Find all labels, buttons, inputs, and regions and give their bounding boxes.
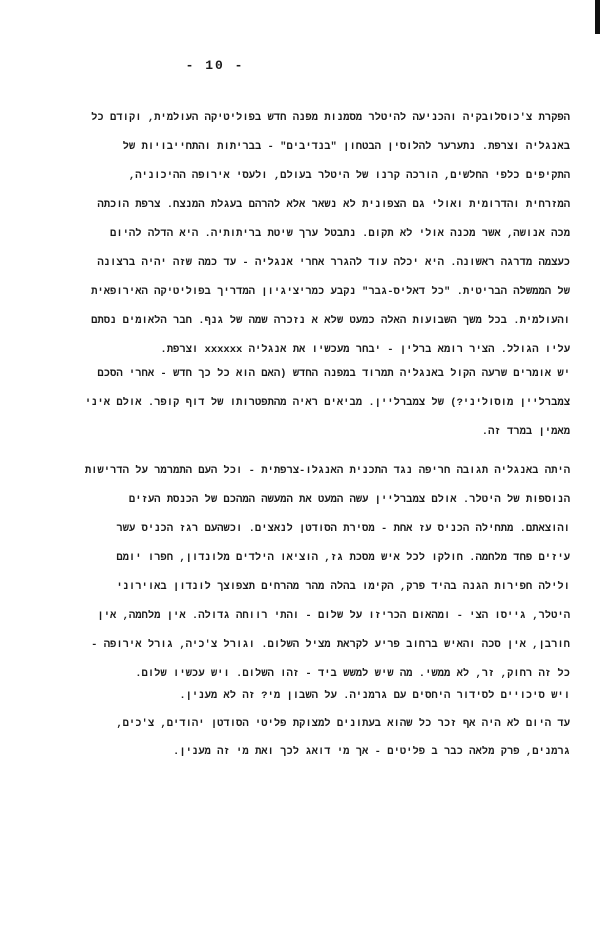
- text-line: הנוספות של היטלר. אולם צמברליין עשה המעט את המעשה המהכם של הכנסת העזים: [128, 494, 570, 506]
- text-line: ויש סיכויים לסידור היחסים עם גרמניה. על השבון מי? זה לא מענין.: [179, 690, 570, 702]
- paragraph-1: [42, 112, 570, 372]
- text-line: הפקרת צ'כוסלובקיה והכניעה להיטלר מסמנות מפנה חדש בפוליטיקה העולמית, וקודם כל: [91, 112, 570, 124]
- text-line: צמברליין מוסוליני?) של צמברליין. מביאים ראיה מהתפטרותו של דוף קופר. אולם איני: [84, 397, 570, 409]
- text-line: גרמנים, פרק מלאה כבר ב פליטים - אך מי דואג לכך ואת מי זה מענין.: [173, 746, 570, 758]
- paragraph-2: [42, 368, 570, 448]
- text-line: היתה באנגליה תגובה חריפה נגד התכנית האנגלו-צרפתית - וכל העם התמרמר על הדרישות: [84, 465, 570, 477]
- text-line: והוצאתם. מתחילה הכניס עז אחת - מסירת הסודטן לנאצים. וכשהעם רגז הכניס עשר: [116, 523, 570, 535]
- text-line: עד היום לא היה אף זכר כל שהוא בעתונים למצוקת פליטי הסודטן יהודים, צ'כים,: [116, 718, 570, 730]
- text-line: מאמין במרד זה.: [481, 426, 570, 438]
- text-line: המזרחית והדרומית ואולי גם הצפונית לא נשאר אלא להרהם בעגלת המנצח. צרפת הוכתה: [97, 199, 570, 211]
- text-line: כעצמה מדרגה ראשונה. היא יכלה עוד להגרר אחרי אנגליה - עד כמה שזה יהיה ברצונה: [97, 257, 570, 269]
- text-line: התקיפים כלפי החלשים, הורכה קרנו של היטלר בעולם, ולעסי אירופה ההיכוניה,: [128, 170, 570, 182]
- page-number: - 10 -: [185, 58, 245, 73]
- text-line: של הממשלה הבריטית. "כל דאליס-גבר" נקבע כמריציגיון המדריך בפוליטיקה האירופאית: [91, 286, 570, 298]
- text-line: חורבן, אין סכה והאיש ברחוב פריע לקראת מציל השלום. וגורל צ'כיה, גורל אירופה -: [91, 639, 570, 651]
- text-line: מכה אנושה, אשר מכנה אולי לא תקום. נתבטל ערך שיטת בריתותיה. היא הדלה להיום: [110, 228, 570, 240]
- paragraph-3: [42, 465, 570, 725]
- text-line: כל זה רחוק, זר, לא ממשי. מה שיש למשש ביד - זהו השלום. ויש עכשיו שלום.: [135, 668, 570, 680]
- scan-edge-mark: [595, 0, 600, 34]
- text-line: יש אומרים שרעה הקול באנגליה תמרוד במפנה החדש (האם הוא כל כך חדש - אחרי הסכם: [97, 368, 570, 380]
- paragraph-4: [42, 718, 570, 778]
- text-line: עליו הגולל. הציר רומא ברלין - יבחר מעכשיו את אנגליה xxxxxx וצרפת.: [160, 344, 570, 356]
- text-line: ולילה חפירות הגנה בהיד פרק, הקימו בהלה מהר מהרחים תצפוצך לונדון באוירוני: [116, 581, 570, 593]
- text-line: עיזים פחד מלחמה. חולקו לכל איש מסכת גז, הוציאו הילדים מלונדון, חפרו יומם: [116, 552, 570, 564]
- text-line: והעולמית. בכל משך השבועות האלה כמעט שלא א נזכרה שמה של גנף. חבר הלאומים נסתם: [91, 315, 570, 327]
- text-line: באנגליה וצרפת. נתערער להלוסין הבטחון "בנדיבים" - בבריתות והתחייבויות של: [122, 141, 570, 153]
- text-line: היטלר, גייסו הצי - ומהאום הכריזו על שלום - והתי רווחה גדולה. אין מלחמה, אין: [97, 610, 570, 622]
